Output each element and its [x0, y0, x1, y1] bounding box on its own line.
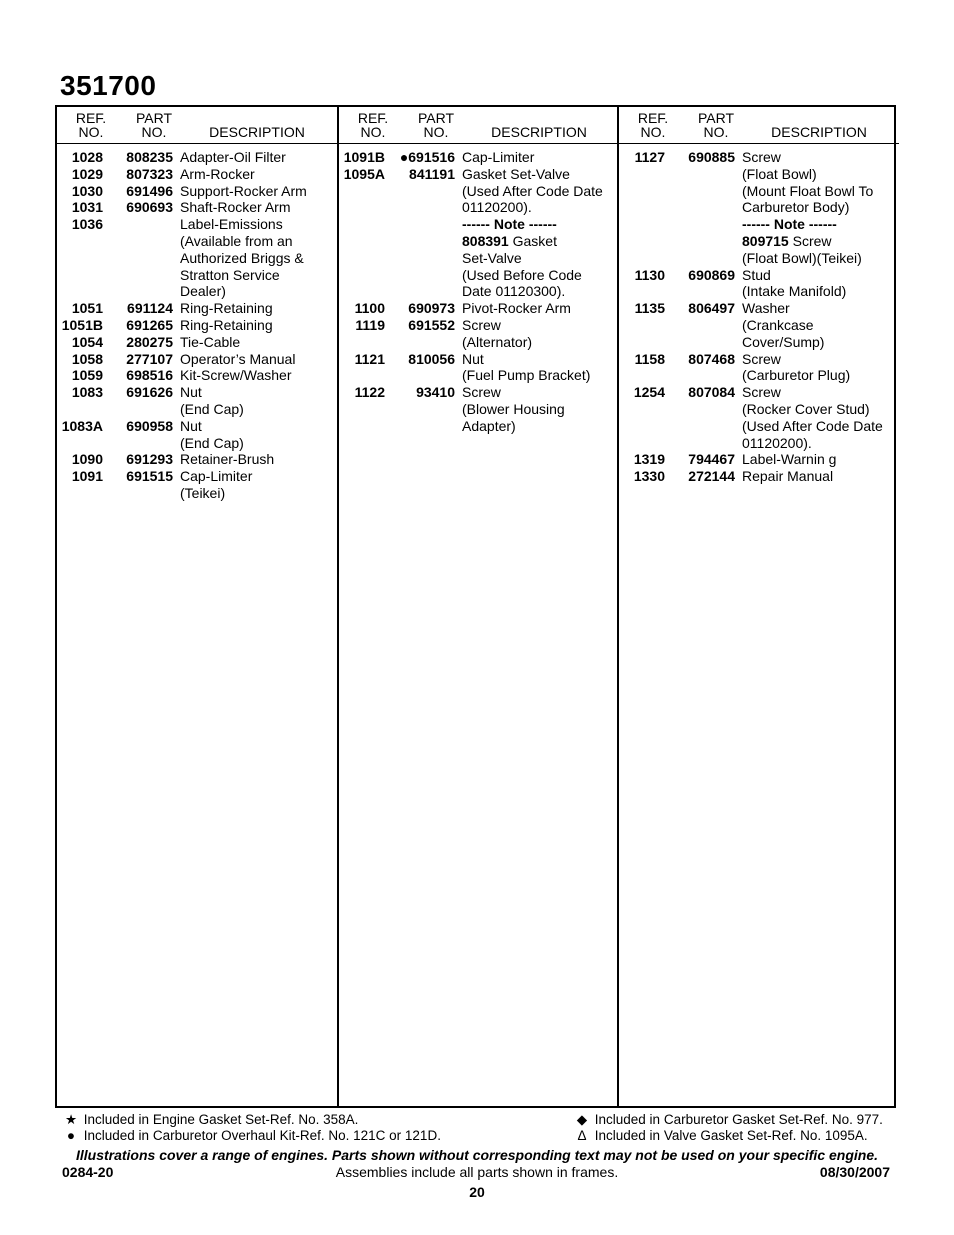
part-description: Nut (Fuel Pump Bracket): [462, 350, 591, 384]
ref-number: 1319: [633, 451, 665, 468]
part-description: Gasket Set-Valve (Used After Code Date 01120200). ------ Note ------ 808391 Gasket Set-Valve (Used Before Code Date 01120300).: [462, 165, 603, 300]
part-row: [57, 183, 337, 200]
footnotes-right: [573, 1112, 883, 1144]
part-row: [619, 451, 899, 468]
ref-number: 1127: [634, 149, 665, 165]
disclaimer: Illustrations cover a range of engines. Parts shown without corresponding text may not be used on your specific engine.: [75, 1147, 879, 1163]
parts-rows: [619, 149, 899, 485]
part-row: [57, 451, 337, 468]
ref-number: 1028: [71, 149, 103, 165]
parts-column-1: [57, 107, 337, 1106]
part-row: [339, 317, 619, 351]
part-description: Washer (Crankcase Cover/Sump): [742, 300, 825, 350]
part-row: [57, 468, 337, 502]
part-number: [103, 216, 173, 300]
parts-column-2: [337, 107, 619, 1106]
part-description: Screw (Float Bowl) (Mount Float Bowl To Carburetor Body) ------ Note ------ 809715 Screw (Float Bowl)(Teikei): [742, 149, 874, 266]
part-number: 691515: [126, 468, 173, 485]
part-number: 841191: [409, 165, 455, 182]
part-number: 807323: [126, 165, 173, 182]
ref-number: 1135: [634, 300, 665, 317]
footnote: [573, 1128, 883, 1144]
part-row: [57, 317, 337, 334]
ref-number: 1031: [71, 199, 103, 216]
footnote: [62, 1112, 441, 1128]
ref-number: 1158: [634, 350, 665, 367]
document-date: 08/30/2007: [819, 1164, 890, 1180]
ref-number: 1029: [71, 165, 103, 182]
part-description: Screw (Alternator): [462, 316, 533, 350]
ref-number: 1051B: [61, 316, 103, 333]
part-description: Pivot-Rocker Arm: [462, 300, 571, 317]
ref-number: 1091: [71, 468, 103, 485]
footnote-text: Included in Carburetor Gasket Set-Ref. No. 977.: [594, 1112, 883, 1127]
footnotes-left: [62, 1112, 441, 1144]
parts-table: [55, 105, 896, 1108]
part-row: [619, 300, 899, 350]
part-description: Cap-Limiter (Teikei): [180, 468, 253, 501]
part-number: 794467: [688, 451, 735, 468]
part-number: 690973: [408, 300, 455, 317]
part-number: 691124: [127, 300, 173, 317]
part-description: Cap-Limiter: [462, 149, 535, 165]
part-description: Retainer-Brush: [180, 451, 275, 468]
part-number: 691293: [126, 451, 173, 468]
ref-number: 1036: [71, 216, 103, 233]
column-header: [619, 107, 899, 144]
part-description: Shaft-Rocker Arm: [180, 199, 291, 216]
footnote-text: Included in Engine Gasket Set-Ref. No. 358A.: [83, 1112, 359, 1127]
bullet-icon: ●: [66, 1128, 76, 1143]
ref-number: 1059: [71, 367, 103, 384]
ref-number: 1100: [354, 300, 385, 317]
part-row: [339, 166, 619, 300]
parts-column-3: [617, 107, 899, 1106]
part-row: [339, 384, 619, 434]
part-row: [619, 384, 899, 451]
ref-number: 1121: [354, 350, 385, 367]
footnote: [62, 1128, 441, 1144]
part-description: Screw (Blower Housing Adapter): [462, 384, 565, 434]
part-description: Label-Emissions (Available from an Authorized Briggs & Stratton Service Dealer): [180, 216, 304, 300]
footnote-text: Included in Valve Gasket Set-Ref. No. 1095A.: [594, 1128, 868, 1143]
ref-number: 1090: [71, 451, 103, 468]
part-number: 690958: [126, 417, 173, 434]
part-number: 807468: [688, 350, 735, 367]
part-description: Kit-Screw/Washer: [180, 367, 292, 384]
part-number: 691626: [126, 384, 173, 401]
part-description: Operator’s Manual: [180, 350, 296, 367]
document-code: 0284-20: [62, 1164, 114, 1180]
ref-number: 1083A: [61, 417, 103, 434]
part-number: 698516: [126, 367, 173, 384]
part-description: Screw (Carburetor Plug): [742, 350, 851, 384]
part-description: Screw (Rocker Cover Stud) (Used After Code Date 01120200).: [742, 384, 883, 451]
part-description: Tie-Cable: [180, 333, 241, 350]
ref-number: 1091B: [343, 149, 385, 165]
part-number: 808235: [126, 149, 173, 165]
part-number: 691552: [408, 316, 455, 333]
header-part-no: PART NO.: [135, 110, 173, 140]
part-number: 807084: [688, 384, 735, 401]
part-number: 810056: [408, 350, 455, 367]
part-row: [57, 149, 337, 166]
ref-number: 1083: [71, 384, 103, 401]
part-row: [619, 351, 899, 385]
part-number: 280275: [126, 333, 173, 350]
footnote-text: Included in Carburetor Overhaul Kit-Ref. No. 121C or 121D.: [83, 1128, 441, 1143]
header-description: DESCRIPTION: [771, 124, 867, 140]
part-row: [57, 351, 337, 368]
part-number: ●691516: [399, 149, 455, 165]
part-row: [57, 334, 337, 351]
header-description: DESCRIPTION: [491, 124, 587, 140]
part-number: 806497: [688, 300, 735, 317]
part-row: [57, 367, 337, 384]
ref-number: 1330: [633, 468, 665, 485]
part-number: 691265: [126, 316, 173, 333]
header-description: DESCRIPTION: [209, 124, 305, 140]
ref-number: 1119: [355, 316, 385, 333]
header-ref-no: REF. NO.: [637, 110, 669, 140]
part-row: [57, 384, 337, 418]
delta-icon: Δ: [577, 1128, 587, 1143]
page-title: 351700: [60, 70, 157, 101]
part-number: 691496: [126, 182, 173, 199]
assemblies-note: Assemblies include all parts shown in frames.: [335, 1164, 619, 1180]
part-description: Ring-Retaining: [180, 300, 273, 317]
column-header: [339, 107, 619, 144]
part-description: Adapter-Oil Filter: [180, 149, 286, 165]
star-icon: ★: [64, 1112, 78, 1127]
part-row: [57, 166, 337, 183]
part-description: Label-Warnin g: [742, 451, 837, 468]
ref-number: 1058: [71, 350, 103, 367]
part-number: 277107: [126, 350, 173, 367]
parts-rows: [57, 149, 337, 502]
ref-number: 1122: [354, 384, 385, 401]
header-ref-no: REF. NO.: [75, 110, 107, 140]
part-description: Stud (Intake Manifold): [742, 266, 847, 300]
part-row: [57, 199, 337, 216]
part-description: Repair Manual: [742, 468, 834, 485]
part-row: [57, 418, 337, 452]
part-description: Arm-Rocker: [180, 165, 255, 182]
part-row: [339, 351, 619, 385]
part-description: Ring-Retaining: [180, 316, 273, 333]
part-number: 272144: [688, 468, 735, 485]
part-description: Nut (End Cap): [180, 384, 244, 417]
ref-number: 1130: [634, 266, 665, 283]
diamond-icon: ◆: [576, 1112, 588, 1127]
header-part-no: PART NO.: [697, 110, 735, 140]
part-row: [57, 300, 337, 317]
part-row: [339, 149, 619, 166]
ref-number: 1254: [633, 384, 665, 401]
part-row: [339, 300, 619, 317]
ref-number: 1095A: [343, 165, 385, 182]
part-description: Nut (End Cap): [180, 417, 244, 451]
part-row: [57, 216, 337, 300]
part-row: [619, 149, 899, 267]
header-ref-no: REF. NO.: [357, 110, 389, 140]
header-part-no: PART NO.: [417, 110, 455, 140]
ref-number: 1054: [71, 333, 103, 350]
footnote: [573, 1112, 883, 1128]
part-description: Support-Rocker Arm: [180, 182, 307, 199]
part-number: 690869: [688, 266, 735, 283]
part-row: [619, 468, 899, 485]
part-row: [619, 267, 899, 301]
ref-number: 1051: [71, 300, 103, 317]
ref-number: 1030: [71, 182, 103, 199]
column-header: [57, 107, 337, 144]
page-number: 20: [469, 1184, 485, 1200]
part-number: 690885: [688, 149, 735, 165]
parts-rows: [339, 149, 619, 435]
part-number: 690693: [126, 199, 173, 216]
part-number: 93410: [416, 384, 455, 401]
